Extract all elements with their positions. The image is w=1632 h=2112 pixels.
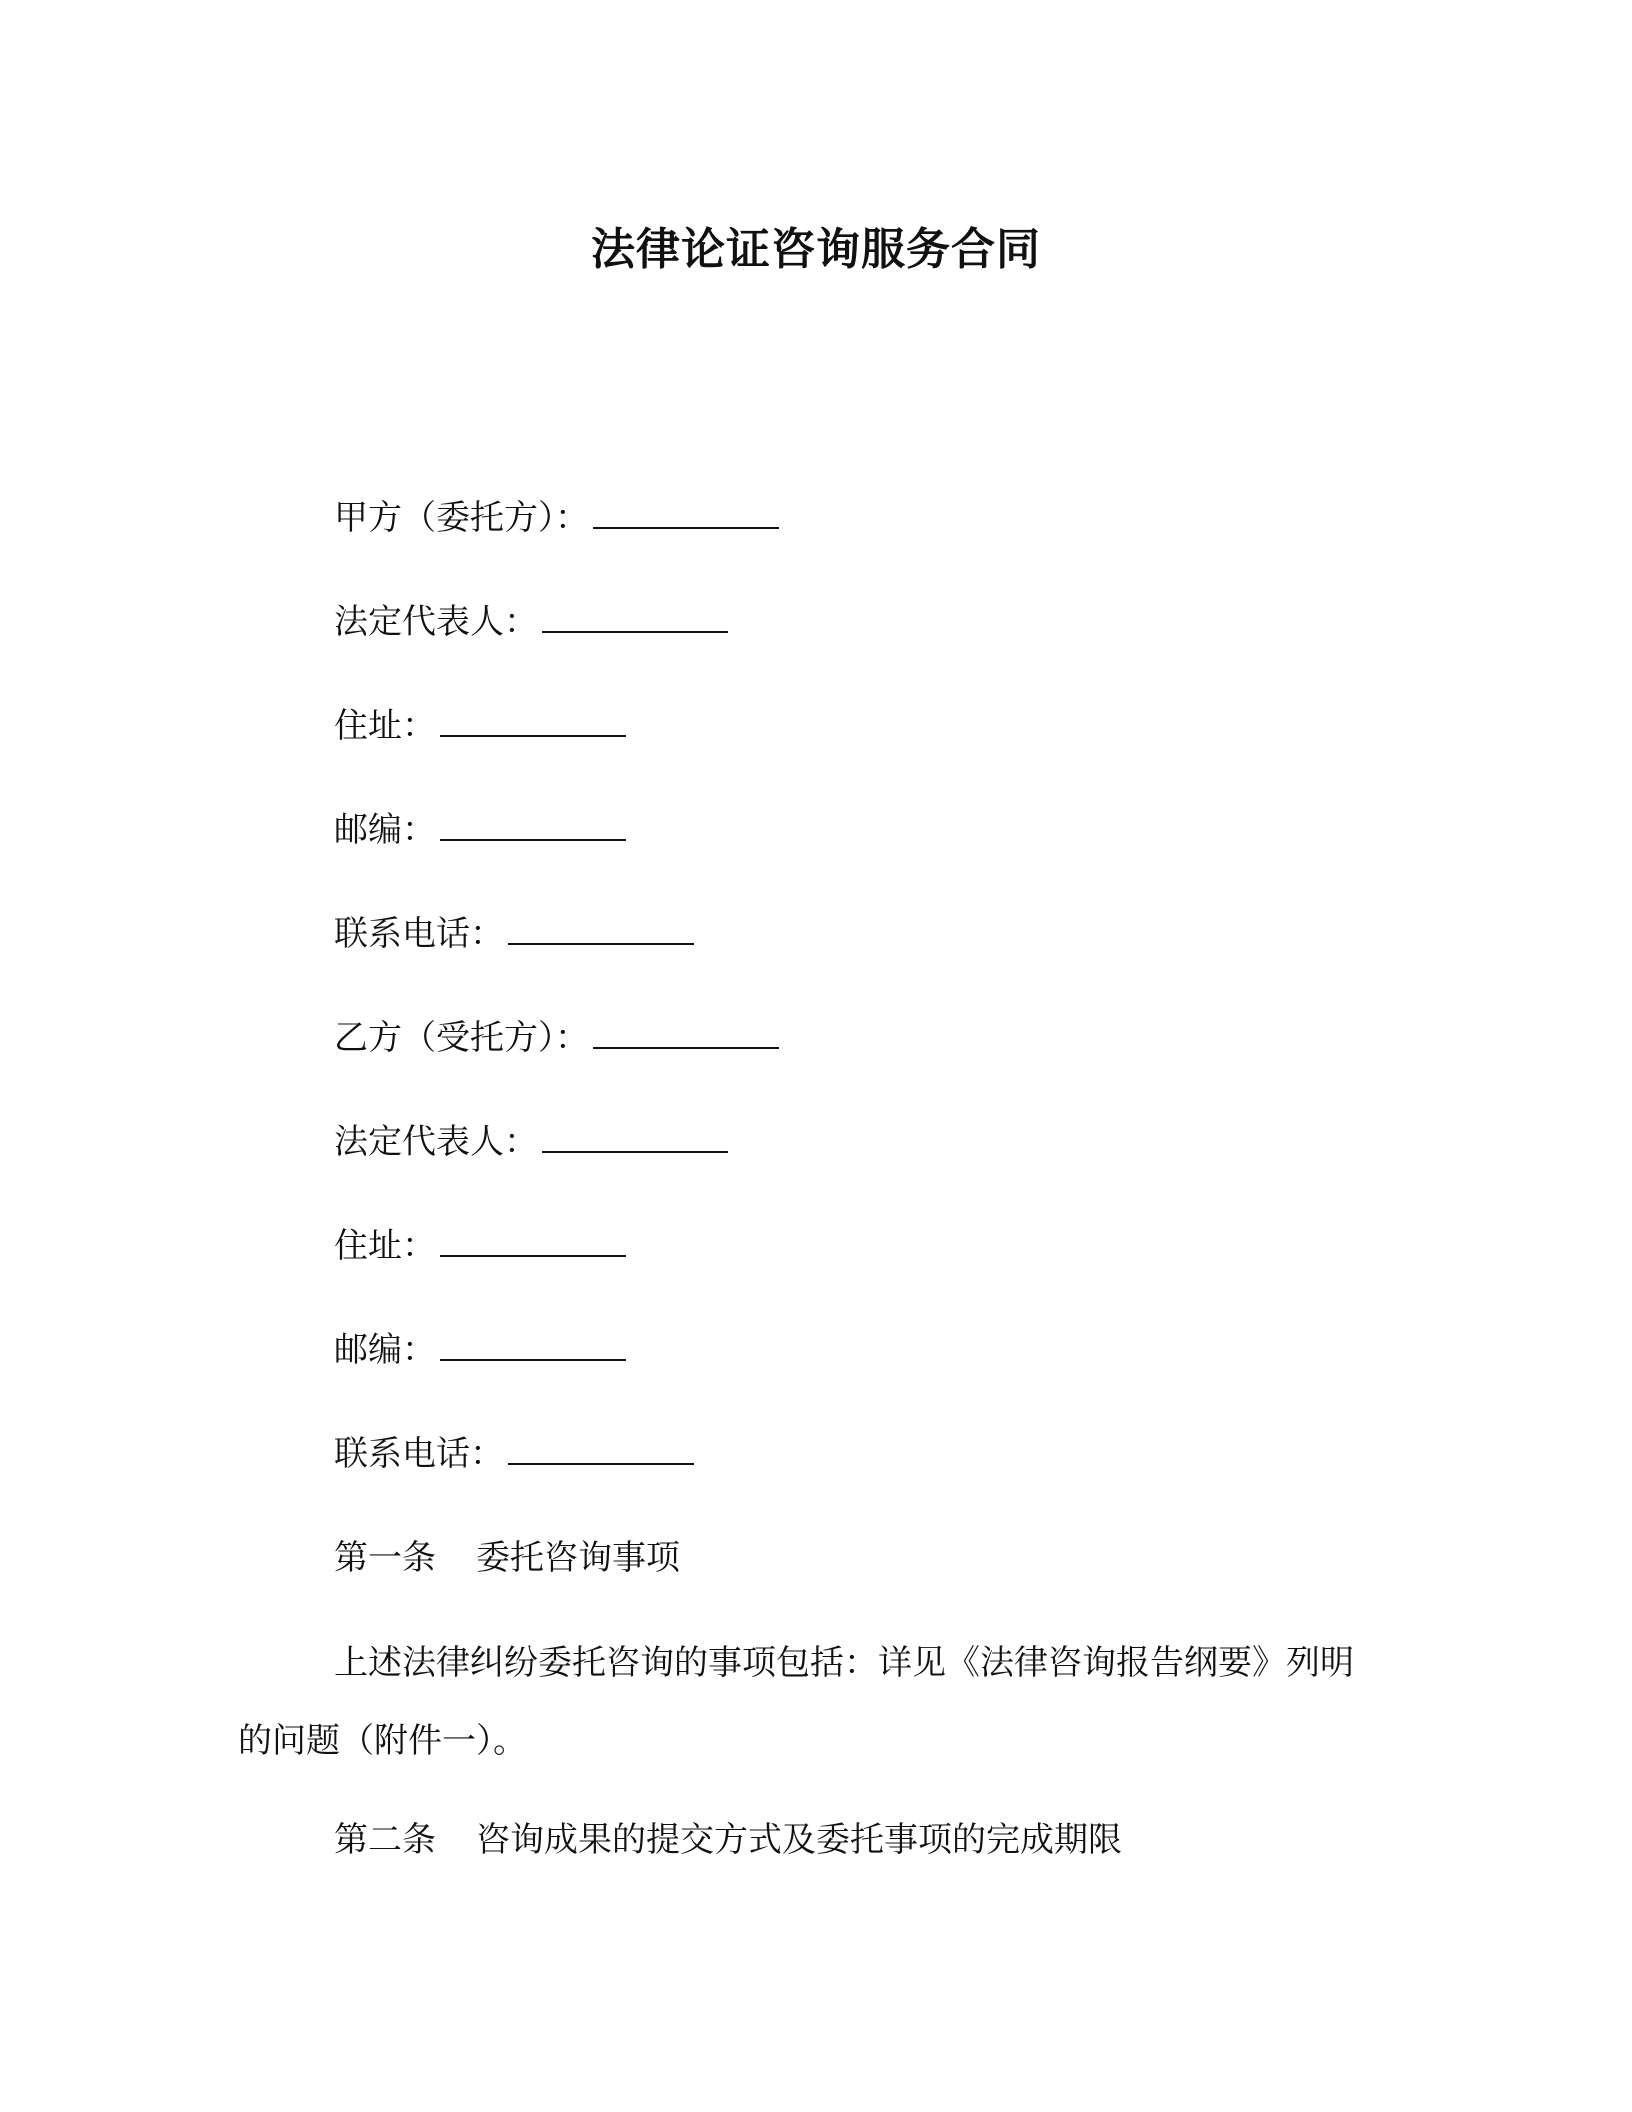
- party-b-representative-label: 法定代表人：: [334, 1122, 538, 1162]
- article-1-body: 上述法律纠纷委托咨询的事项包括：详见《法律咨询报告纲要》列明的问题（附件一）。: [238, 1643, 1354, 1761]
- article-2-heading: [334, 1812, 1122, 1868]
- party-b-address-label: 住址：: [334, 1226, 436, 1266]
- party-a-address-label: 住址：: [334, 706, 436, 746]
- party-b-address-blank[interactable]: [440, 1225, 626, 1257]
- party-b-label: 乙方（受托方）：: [334, 1018, 589, 1058]
- party-b-row: [334, 1010, 1434, 1114]
- article-1-title: 委托咨询事项: [476, 1538, 680, 1578]
- article-1-heading: [334, 1530, 680, 1586]
- party-a-phone-label: 联系电话：: [334, 914, 504, 954]
- party-b-address-row: [334, 1218, 1434, 1322]
- party-a-representative-label: 法定代表人：: [334, 602, 538, 642]
- party-b-blank[interactable]: [593, 1017, 779, 1049]
- party-a-postcode-label: 邮编：: [334, 810, 436, 850]
- party-a-representative-row: [334, 594, 1434, 698]
- article-1-number: 第一条: [334, 1538, 436, 1578]
- party-b-phone-label: 联系电话：: [334, 1434, 504, 1474]
- party-b-representative-row: [334, 1114, 1434, 1218]
- party-b-postcode-row: [334, 1322, 1434, 1426]
- party-a-postcode-row: [334, 802, 1434, 906]
- document-title: 法律论证咨询服务合同: [591, 224, 1041, 275]
- party-a-label: 甲方（委托方）：: [334, 498, 589, 538]
- party-a-phone-row: [334, 906, 1434, 1010]
- party-b-representative-blank[interactable]: [542, 1121, 728, 1153]
- party-a-postcode-blank[interactable]: [440, 809, 626, 841]
- party-b-postcode-label: 邮编：: [334, 1330, 436, 1370]
- party-a-phone-blank[interactable]: [508, 913, 694, 945]
- party-a-row: [334, 490, 1434, 594]
- party-fields: [334, 490, 1434, 1530]
- party-a-address-row: [334, 698, 1434, 802]
- article-2-number: 第二条: [334, 1820, 436, 1860]
- party-a-blank[interactable]: [593, 497, 779, 529]
- party-a-representative-blank[interactable]: [542, 601, 728, 633]
- party-b-phone-blank[interactable]: [508, 1433, 694, 1465]
- party-a-address-blank[interactable]: [440, 705, 626, 737]
- party-b-phone-row: [334, 1426, 1434, 1530]
- article-2-title: 咨询成果的提交方式及委托事项的完成期限: [476, 1820, 1122, 1860]
- party-b-postcode-blank[interactable]: [440, 1329, 626, 1361]
